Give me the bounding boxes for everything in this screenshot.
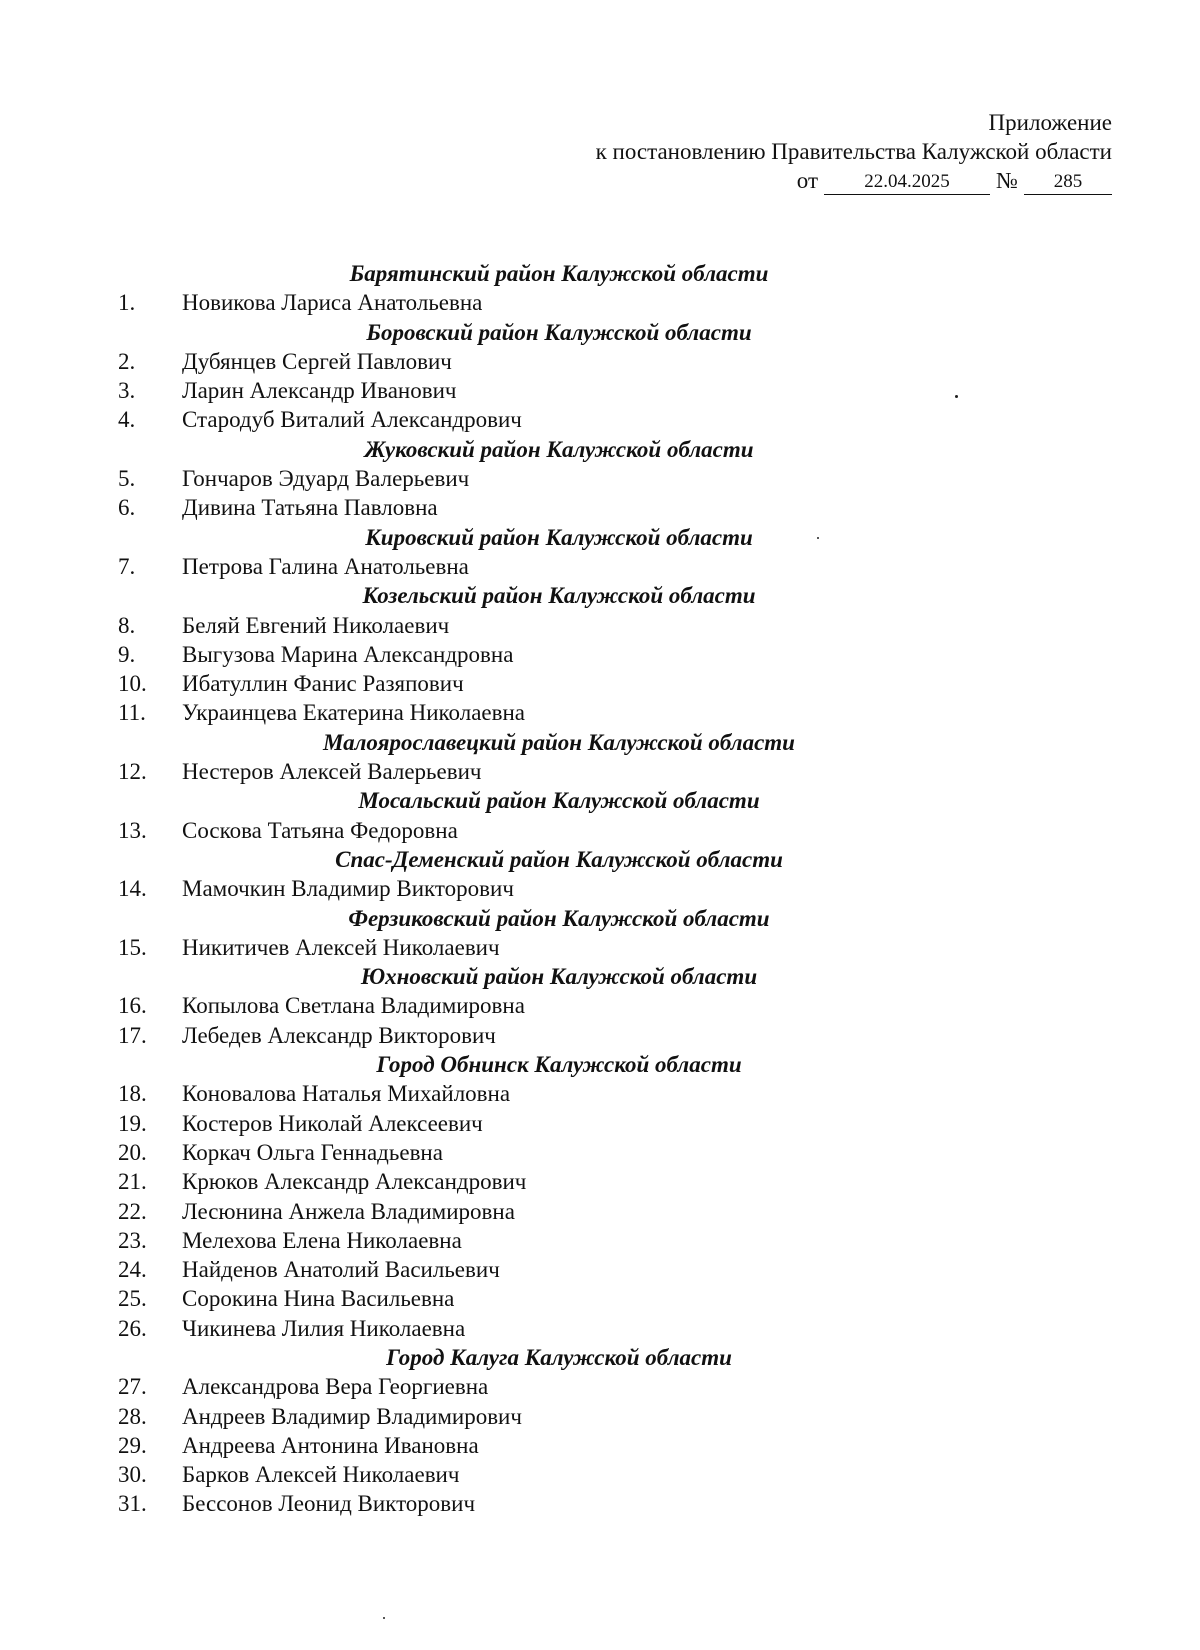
scan-speck — [817, 537, 819, 539]
list-item — [0, 288, 1200, 317]
item-number: 20. — [118, 1139, 147, 1165]
list-item — [0, 493, 1200, 522]
person-name: Александрова Вера Георгиевна — [182, 1374, 489, 1400]
person-name: Стародуб Виталий Александрович — [182, 407, 522, 433]
list-item — [0, 757, 1200, 786]
person-name: Бессонов Леонид Викторович — [182, 1491, 476, 1517]
document-header — [596, 108, 1112, 195]
list-item — [0, 698, 1200, 727]
list-item — [0, 874, 1200, 903]
list-item — [0, 1372, 1200, 1401]
list-item — [0, 552, 1200, 581]
item-number: 18. — [118, 1081, 147, 1107]
item-number: 29. — [118, 1432, 147, 1458]
item-number: 14. — [118, 876, 147, 902]
scan-speck — [955, 395, 958, 398]
item-number: 9. — [118, 641, 136, 667]
person-name: Коркач Ольга Геннадьевна — [182, 1139, 443, 1165]
item-number: 3. — [118, 378, 136, 404]
person-name: Мелехова Елена Николаевна — [182, 1227, 462, 1253]
list-item — [0, 1197, 1200, 1226]
person-name: Новикова Лариса Анатольевна — [182, 290, 483, 316]
list-item — [0, 347, 1200, 376]
person-name: Петрова Галина Анатольевна — [182, 553, 469, 579]
item-number: 28. — [118, 1403, 147, 1429]
item-number: 5. — [118, 466, 136, 492]
item-number: 31. — [118, 1491, 147, 1517]
list-item — [0, 405, 1200, 434]
list-item — [0, 1314, 1200, 1343]
resolution-date: 22.04.2025 — [824, 171, 990, 195]
person-name: Дивина Татьяна Павловна — [182, 495, 438, 521]
item-number: 30. — [118, 1462, 147, 1488]
section-title: Барятинский район Калужской области — [349, 261, 769, 286]
person-name: Крюков Александр Александрович — [182, 1169, 527, 1195]
person-name: Беляй Евгений Николаевич — [182, 612, 450, 638]
person-name: Чикинева Лилия Николаевна — [182, 1315, 466, 1341]
item-number: 25. — [118, 1286, 147, 1312]
section-title: Мосальский район Калужской области — [358, 788, 760, 814]
list-item — [0, 376, 1200, 405]
list-item — [0, 1489, 1200, 1518]
list-item — [0, 1255, 1200, 1284]
item-number: 19. — [118, 1110, 147, 1136]
number-sign: № — [996, 168, 1018, 193]
person-name: Барков Алексей Николаевич — [182, 1462, 460, 1488]
item-number: 11. — [118, 700, 146, 726]
list-item — [0, 464, 1200, 493]
item-number: 10. — [118, 671, 147, 697]
list-item — [0, 611, 1200, 640]
person-name: Нестеров Алексей Валерьевич — [182, 759, 482, 785]
person-name: Андреева Антонина Ивановна — [182, 1432, 479, 1458]
item-number: 12. — [118, 759, 147, 785]
person-name: Ибатуллин Фанис Разяпович — [182, 671, 464, 697]
section-title: Юхновский район Калужской области — [360, 964, 758, 990]
person-name: Гончаров Эдуард Валерьевич — [182, 466, 470, 492]
list-item — [0, 991, 1200, 1020]
item-number: 16. — [118, 993, 147, 1019]
person-name: Коновалова Наталья Михайловна — [182, 1081, 511, 1107]
item-number: 15. — [118, 934, 147, 960]
person-name: Украинцева Екатерина Николаевна — [182, 700, 526, 726]
person-name: Дубянцев Сергей Павлович — [182, 348, 452, 374]
item-number: 17. — [118, 1022, 147, 1048]
list-item — [0, 1138, 1200, 1167]
item-number: 27. — [118, 1374, 147, 1400]
section-title: Спас-Деменский район Калужской области — [335, 846, 783, 872]
list-item — [0, 1109, 1200, 1138]
person-name: Лебедев Александр Викторович — [182, 1022, 496, 1048]
person-name: Соскова Татьяна Федоровна — [182, 817, 458, 843]
item-number: 13. — [118, 817, 147, 843]
person-name: Ларин Александр Иванович — [182, 378, 457, 404]
item-number: 22. — [118, 1198, 147, 1224]
person-name: Мамочкин Владимир Викторович — [182, 876, 514, 902]
item-number: 24. — [118, 1257, 147, 1283]
list-item — [0, 640, 1200, 669]
list-item — [0, 1402, 1200, 1431]
date-number-line — [596, 166, 1112, 195]
item-number: 23. — [118, 1227, 147, 1253]
list-item — [0, 933, 1200, 962]
list-item — [0, 1021, 1200, 1050]
person-name: Андреев Владимир Владимирович — [182, 1403, 522, 1429]
section-title: Малоярославецкий район Калужской области — [323, 729, 795, 755]
scan-speck — [383, 1617, 385, 1619]
item-number: 21. — [118, 1169, 147, 1195]
list-item — [0, 816, 1200, 845]
person-name: Копылова Светлана Владимировна — [182, 993, 525, 1019]
section-title: Боровский район Калужской области — [366, 319, 752, 345]
section-title: Ферзиковский район Калужской области — [348, 905, 770, 931]
list-item — [0, 1431, 1200, 1460]
item-number: 2. — [118, 348, 136, 374]
appendix-label: Приложение — [988, 110, 1112, 135]
list-item — [0, 1460, 1200, 1489]
resolution-reference: к постановлению Правительства Калужской области — [595, 139, 1112, 164]
list-item — [0, 1284, 1200, 1313]
item-number: 6. — [118, 495, 136, 521]
section-title: Город Калуга Калужской области — [386, 1344, 732, 1370]
section-title: Город Обнинск Калужской области — [376, 1052, 742, 1078]
person-name: Костеров Николай Алексеевич — [182, 1110, 483, 1136]
section-title: Козельский район Калужской области — [362, 583, 756, 609]
from-label: от — [796, 168, 819, 193]
person-name: Никитичев Алексей Николаевич — [182, 934, 500, 960]
list-item — [0, 1226, 1200, 1255]
person-name: Лесюнина Анжела Владимировна — [182, 1198, 515, 1224]
item-number: 26. — [118, 1315, 147, 1341]
person-name: Найденов Анатолий Васильевич — [182, 1257, 500, 1283]
person-name: Выгузова Марина Александровна — [182, 641, 514, 667]
section-title: Жуковский район Калужской области — [364, 436, 754, 462]
item-number: 4. — [118, 407, 136, 433]
list-item — [0, 669, 1200, 698]
item-number: 7. — [118, 553, 136, 579]
person-name: Сорокина Нина Васильевна — [182, 1286, 455, 1312]
section-title: Кировский район Калужской области — [365, 524, 753, 550]
item-number: 1. — [118, 290, 136, 316]
item-number: 8. — [118, 612, 136, 638]
list-item — [0, 1079, 1200, 1108]
person-list — [0, 259, 1200, 1519]
list-item — [0, 1167, 1200, 1196]
resolution-number: 285 — [1024, 171, 1112, 195]
